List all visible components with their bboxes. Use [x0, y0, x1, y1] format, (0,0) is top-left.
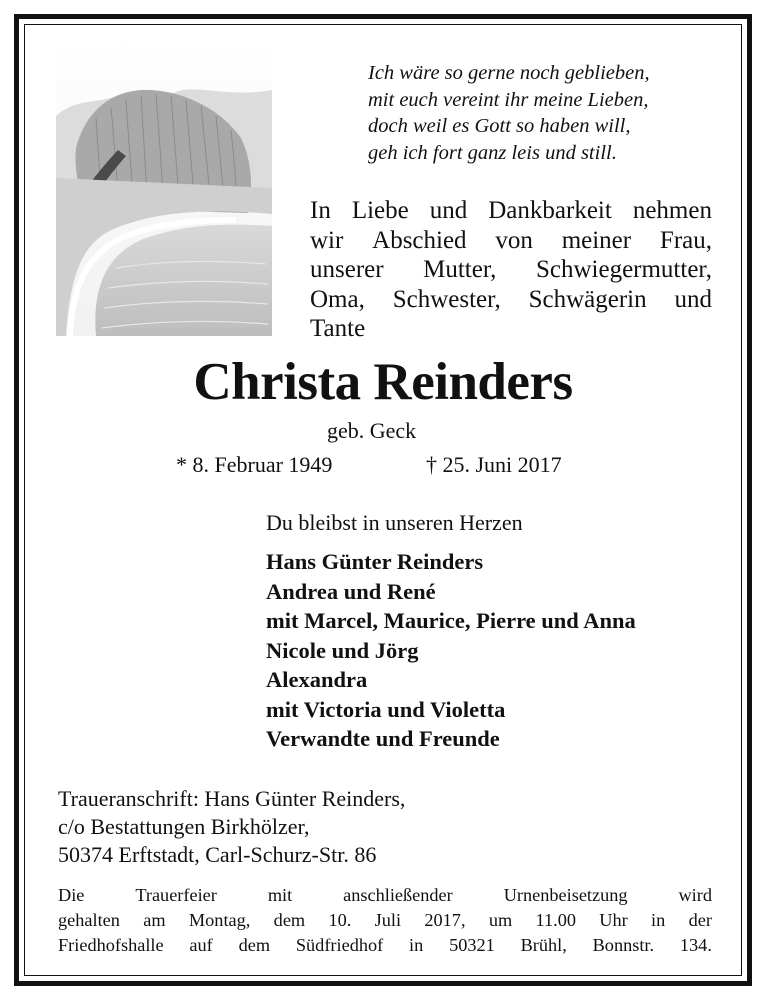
mourner: Verwandte und Freunde — [266, 726, 500, 751]
word: 134. — [679, 935, 712, 955]
farewell-line — [310, 314, 712, 344]
word: 2017, — [424, 910, 466, 930]
mourner: Alexandra — [266, 667, 368, 692]
word: Mutter, — [423, 256, 497, 283]
word: Friedhofshalle — [58, 935, 164, 955]
word: Die — [58, 885, 85, 905]
word: am — [143, 910, 166, 930]
mourner: mit Marcel, Maurice, Pierre und Anna — [266, 608, 636, 633]
word: Schwiegermutter, — [535, 256, 712, 283]
farewell-line — [310, 255, 712, 285]
word: dem — [273, 910, 306, 930]
word: unserer — [310, 256, 384, 283]
word: wir — [310, 226, 344, 254]
word: 11.00 — [535, 910, 576, 930]
word: meiner — [561, 226, 632, 254]
mourners-list — [266, 547, 636, 754]
mourner: Andrea und René — [266, 578, 436, 604]
word: Südfriedhof — [295, 935, 384, 955]
word: Brühl, — [520, 935, 567, 955]
address-line: Traueranschrift: Hans Günter Reinders, — [58, 786, 406, 811]
word: auf — [189, 935, 213, 955]
remembrance-line: Du bleibst in unseren Herzen — [266, 510, 523, 535]
word: gehalten — [58, 910, 120, 930]
farewell-line — [310, 196, 712, 226]
word: Tante — [310, 315, 366, 342]
word: Urnenbeisetzung — [503, 885, 628, 905]
word: Liebe — [351, 197, 409, 224]
word: und — [674, 285, 712, 313]
word: Schwester, — [392, 285, 501, 313]
word: in — [409, 935, 424, 955]
service-line — [58, 883, 712, 908]
word: Bonnstr. — [592, 935, 655, 955]
farewell-line — [310, 285, 712, 315]
word: Montag, — [188, 910, 251, 930]
word: Trauerfeier — [135, 885, 217, 905]
word: Abschied — [372, 226, 467, 254]
address-line: c/o Bestattungen Birkhölzer, — [58, 814, 310, 839]
word: Dankbarkeit — [488, 197, 612, 224]
death-date: † 25. Juni 2017 — [426, 452, 562, 477]
word: Frau, — [659, 226, 712, 254]
word: und — [429, 197, 468, 224]
word: Oma, — [310, 285, 365, 313]
mourner: mit Victoria und Violetta — [266, 696, 506, 722]
service-line — [58, 933, 712, 958]
word: Juli — [374, 910, 402, 930]
word: 50321 — [449, 935, 495, 955]
word: wird — [678, 885, 712, 905]
word: Uhr — [599, 910, 628, 930]
farewell-line — [310, 226, 712, 256]
word: 10. — [328, 910, 352, 930]
poem-line: geh ich fort ganz leis und still. — [368, 141, 617, 164]
word: von — [495, 226, 533, 254]
poem-line: Ich wäre so gerne noch geblieben, — [368, 62, 650, 84]
mourner: Nicole und Jörg — [266, 637, 419, 663]
mourner: Hans Günter Reinders — [266, 549, 484, 574]
birth-date: * 8. Februar 1949 — [176, 452, 333, 477]
poem-line: mit euch vereint ihr meine Lieben, — [368, 88, 649, 111]
willow-lake-photo — [56, 38, 272, 336]
service-line — [58, 908, 712, 933]
word: mit — [267, 885, 293, 905]
word: um — [488, 910, 513, 930]
deceased-name: Christa Reinders — [193, 353, 573, 411]
word: Schwägerin — [528, 285, 647, 313]
funeral-service-info — [58, 883, 712, 958]
maiden-name: geb. Geck — [327, 418, 417, 443]
word: der — [688, 910, 712, 930]
poem-line: doch weil es Gott so haben will, — [368, 115, 631, 137]
word: dem — [238, 935, 271, 955]
address-line: 50374 Erftstadt, Carl-Schurz-Str. 86 — [58, 842, 377, 867]
word: nehmen — [632, 197, 712, 224]
farewell-text — [310, 196, 712, 344]
word: anschließender — [343, 885, 453, 905]
word: in — [651, 910, 666, 930]
word: In — [310, 197, 331, 224]
poem — [368, 60, 718, 166]
mourning-address — [58, 785, 405, 869]
